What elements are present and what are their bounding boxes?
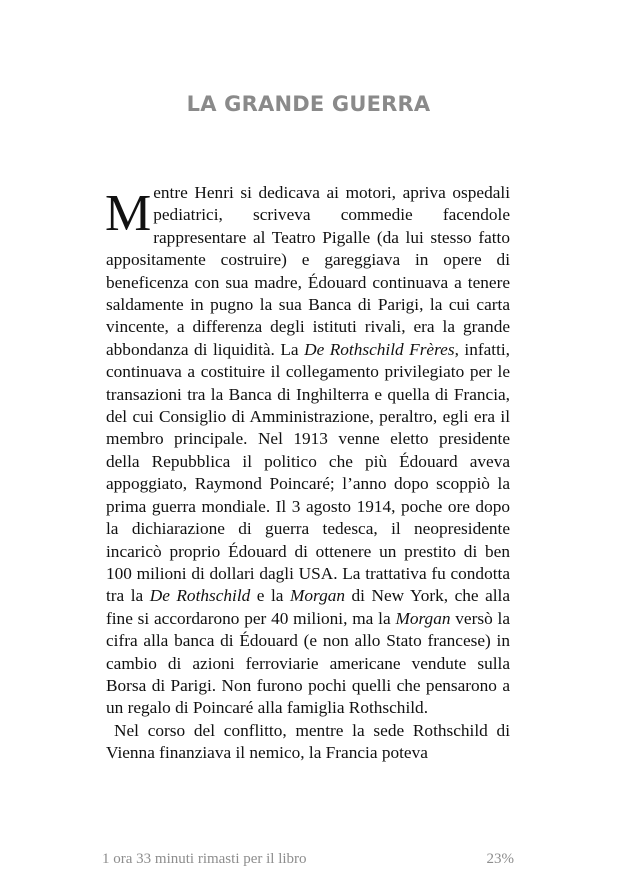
italic-run: De Rothschild Frères xyxy=(304,339,455,359)
progress-percent: 23% xyxy=(486,851,514,867)
text-run: e la xyxy=(250,586,290,606)
time-remaining-label: 1 ora 33 minuti rimasti per il libro xyxy=(102,851,307,867)
book-text xyxy=(106,182,510,765)
drop-cap: M xyxy=(105,185,152,242)
paragraph-2: Nel corso del conflitto, mentre la sede Rothschild di Vienna finanziava il nemico, la Francia poteva xyxy=(106,720,510,763)
italic-run: De Rothschild xyxy=(149,586,251,606)
italic-run: Morgan xyxy=(289,586,346,606)
paragraph-1 xyxy=(106,182,510,720)
chapter-title: LA GRANDE GUERRA xyxy=(186,92,431,116)
text-run: di New York, che alla fine si accordarono per 40 milioni, ma la xyxy=(106,586,511,628)
text-run: , infatti, continuava a costituire il collegamento privilegiato per le transazioni tra la Banca di Inghilterra e quella di Francia, del cui Consiglio di Amministrazione, peraltro, egli era il membro principale. Nel 1913 venne eletto presidente della Repubblica il politico che più Édouard aveva appoggiato, Raymond Poincaré; l’anno dopo scoppiò la prima guerra mondiale. Il 3 agosto 1914, poche ore dopo la dichiarazione di guerra tedesca, il neopresidente incaricò proprio Édouard di ottenere un prestito di ben 100 milioni di dollari dagli USA. La trattativa fu condotta tra la xyxy=(106,339,510,606)
italic-run: Morgan xyxy=(395,608,451,628)
text-run: versò la cifra alla banca di Édouard (e non allo Stato francese) in cambio di azioni ferroviarie americane vendute sulla Borsa di Parigi. Non furono pochi quelli che pensarono a un regalo di Poincaré alla famiglia Rothschild. xyxy=(106,608,511,718)
text-run: entre Henri si dedicava ai motori, apriva ospedali pediatrici, scriveva commedie facendole rappresentare al Teatro Pigalle (da lui stesso fatto appositamente costruire) e gareggiava in opere di beneficenza con sua madre, Édouard continuava a tenere saldamente in pugno la sua Banca di Parigi, la cui carta vincente, a differenza degli istituti rivali, era la grande abbondanza di liquidità. La xyxy=(106,183,510,359)
